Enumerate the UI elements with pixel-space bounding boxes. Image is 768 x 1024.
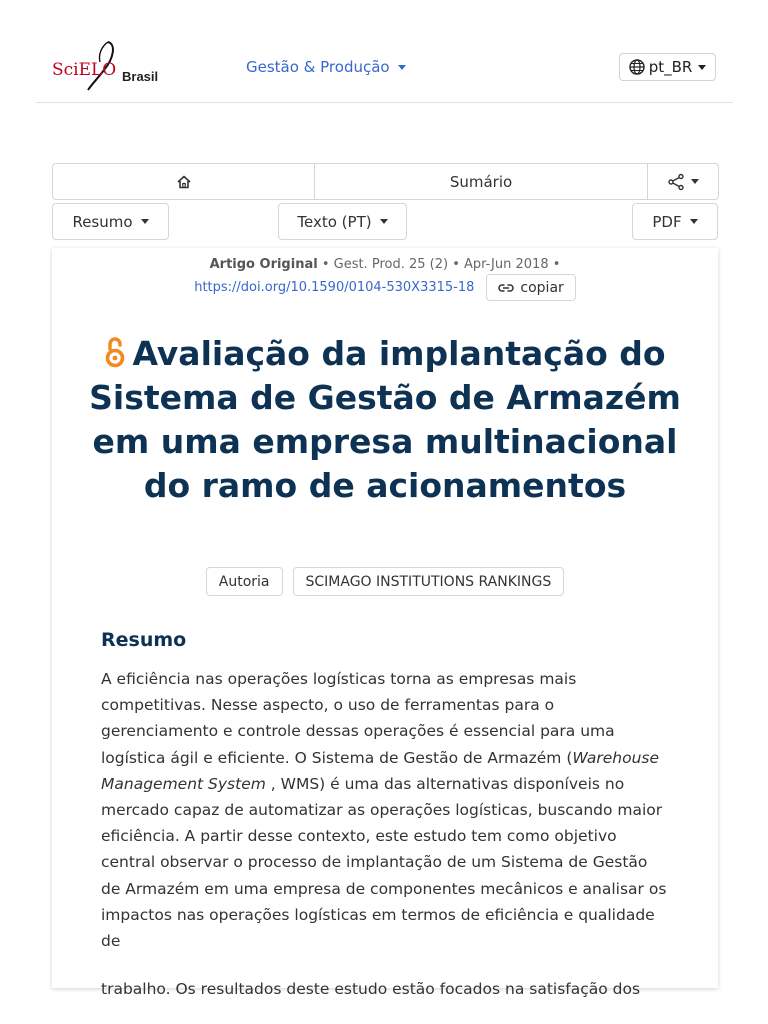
abstract-menu-button[interactable] <box>52 203 169 240</box>
copy-label: copiar <box>520 279 564 296</box>
link-icon <box>498 283 514 293</box>
doi-row <box>52 274 718 301</box>
chevron-down-icon <box>380 219 388 224</box>
logo-text: SciELO <box>52 60 117 80</box>
article-toolbar <box>52 163 719 200</box>
home-icon <box>176 174 192 190</box>
summary-label: Sumário <box>449 172 513 191</box>
article-card <box>52 248 718 998</box>
chevron-down-icon <box>691 179 699 184</box>
text-menu-label: Texto (PT) <box>297 212 372 231</box>
share-button[interactable] <box>648 164 718 199</box>
language-selector[interactable] <box>619 53 716 81</box>
doi-link[interactable]: https://doi.org/10.1590/0104-530X3315-18 <box>194 280 475 295</box>
language-label: pt_BR <box>648 58 693 76</box>
text-menu-button[interactable] <box>278 203 407 240</box>
chevron-down-icon <box>398 65 406 70</box>
article-title-text: Avaliação da implantação do Sistema de Gestão de Armazém em uma empresa multinacional do ramo de acionamentos <box>89 334 681 505</box>
abstract-term: Warehouse Management System <box>101 748 660 793</box>
abstract-continuation: trabalho. Os resultados deste estudo estão focados na satisfação dos <box>101 980 641 998</box>
abstract-menu-label: Resumo <box>72 212 133 231</box>
abstract-part1: A eficiência nas operações logísticas torna as empresas mais competitivas. Nesse aspecto, o uso de ferramentas para o gerenciamento e controle dessas operações é essencial para uma logística ágil e eficiente. O Sistema de Gestão de Armazém ( <box>101 670 615 767</box>
chevron-down-icon <box>690 219 698 224</box>
article-title <box>72 332 698 508</box>
abstract-heading: Resumo <box>101 629 187 651</box>
article-citation: • Gest. Prod. 25 (2) • Apr-Jun 2018 • <box>317 257 561 272</box>
scielo-logo[interactable] <box>52 40 172 92</box>
abstract-part2: , WMS) é uma das alternativas disponíveis no mercado capaz de automatizar as operações logísticas, buscando maior eficiência. A partir desse contexto, este estudo tem como objetivo central observar o processo de implantação de um Sistema de Gestão de Armazém em uma empresa de componentes mecânicos e analisar os impactos nas operações logísticas em termos de eficiência e qualidade de <box>101 774 667 951</box>
article-meta <box>52 257 718 272</box>
article-tags <box>52 567 718 596</box>
article-type: Artigo Original <box>209 257 318 272</box>
abstract-text <box>101 666 671 954</box>
summary-button[interactable] <box>315 164 648 199</box>
globe-icon <box>629 59 645 75</box>
logo-country: Brasil <box>122 69 159 84</box>
site-header <box>36 36 733 103</box>
home-button[interactable] <box>53 164 315 199</box>
open-access-icon <box>104 336 126 368</box>
scimago-button[interactable]: SCIMAGO INSTITUTIONS RANKINGS <box>293 567 565 596</box>
authorship-button[interactable]: Autoria <box>206 567 283 596</box>
journal-menu[interactable] <box>246 58 406 76</box>
pdf-menu-label: PDF <box>652 212 682 231</box>
share-icon <box>667 173 685 191</box>
copy-doi-button[interactable] <box>486 274 575 301</box>
journal-menu-label: Gestão & Produção <box>246 58 390 76</box>
pdf-menu-button[interactable] <box>632 203 718 240</box>
chevron-down-icon <box>141 219 149 224</box>
chevron-down-icon <box>698 65 706 70</box>
